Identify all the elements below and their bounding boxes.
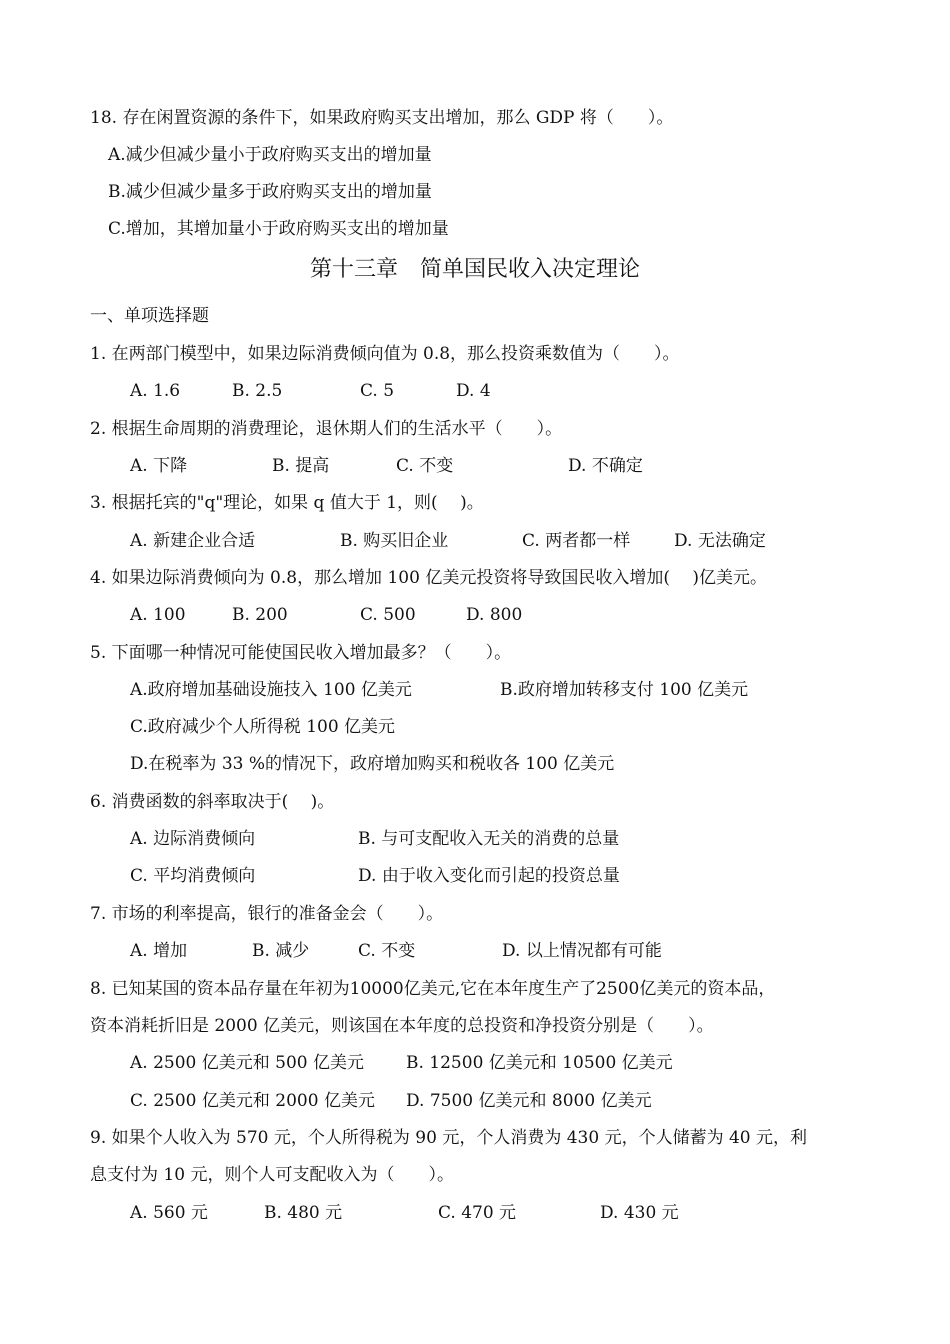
question-7-option-a: A. 增加 bbox=[130, 941, 188, 961]
question-3-option-b: B. 购买旧企业 bbox=[340, 531, 449, 551]
question-9-stem-line-2: 息支付为 10 元，则个人可支配收入为（ ）。 bbox=[90, 1165, 454, 1185]
question-1-option-b: B. 2.5 bbox=[232, 381, 283, 401]
question-5-stem: 5. 下面哪一种情况可能使国民收入增加最多？（ ）。 bbox=[90, 643, 512, 663]
question-8-option-a: A. 2500 亿美元和 500 亿美元 bbox=[130, 1053, 365, 1073]
question-18-stem: 18. 存在闲置资源的条件下，如果政府购买支出增加，那么 GDP 将（ ）。 bbox=[90, 108, 674, 128]
question-5-option-b: B.政府增加转移支付 100 亿美元 bbox=[500, 680, 749, 700]
question-9-stem-line-1: 9. 如果个人收入为 570 元，个人所得税为 90 元，个人消费为 430 元，个人储蓄为 40 元，利 bbox=[90, 1128, 808, 1148]
question-1-option-a: A. 1.6 bbox=[130, 381, 181, 401]
question-3-option-a: A. 新建企业合适 bbox=[130, 531, 256, 551]
question-2-option-b: B. 提高 bbox=[272, 456, 330, 476]
question-4-option-a: A. 100 bbox=[130, 605, 186, 625]
question-8-option-c: C. 2500 亿美元和 2000 亿美元 bbox=[130, 1091, 375, 1111]
question-4-option-c: C. 500 bbox=[360, 605, 416, 625]
question-7-option-c: C. 不变 bbox=[358, 941, 416, 961]
question-7-option-b: B. 减少 bbox=[252, 941, 310, 961]
question-8-stem-line-2: 资本消耗折旧是 2000 亿美元，则该国在本年度的总投资和净投资分别是（ ）。 bbox=[90, 1016, 714, 1036]
question-6-option-a: A. 边际消费倾向 bbox=[130, 829, 256, 849]
question-6-stem: 6. 消费函数的斜率取决于( )。 bbox=[90, 792, 335, 812]
question-4-stem: 4. 如果边际消费倾向为 0.8，那么增加 100 亿美元投资将导致国民收入增加( )亿美元。 bbox=[90, 568, 767, 588]
question-1-stem: 1. 在两部门模型中，如果边际消费倾向值为 0.8，那么投资乘数值为（ ）。 bbox=[90, 344, 680, 364]
question-5-option-c: C.政府减少个人所得税 100 亿美元 bbox=[130, 717, 396, 737]
question-4-option-b: B. 200 bbox=[232, 605, 288, 625]
question-3-option-d: D. 无法确定 bbox=[674, 531, 766, 551]
question-2-option-c: C. 不变 bbox=[396, 456, 454, 476]
question-2-option-d: D. 不确定 bbox=[568, 456, 643, 476]
question-4-option-d: D. 800 bbox=[466, 605, 523, 625]
question-1-option-d: D. 4 bbox=[456, 381, 491, 401]
question-3-option-c: C. 两者都一样 bbox=[522, 531, 631, 551]
question-1-option-c: C. 5 bbox=[360, 381, 395, 401]
question-18-option-b: B.减少但减少量多于政府购买支出的增加量 bbox=[108, 182, 432, 202]
question-6-option-b: B. 与可支配收入无关的消费的总量 bbox=[358, 829, 620, 849]
question-6-option-d: D. 由于收入变化而引起的投资总量 bbox=[358, 866, 620, 886]
question-8-stem-line-1: 8. 已知某国的资本品存量在年初为10000亿美元,它在本年度生产了2500亿美元的资本品， bbox=[90, 979, 776, 999]
question-8-option-d: D. 7500 亿美元和 8000 亿美元 bbox=[406, 1091, 652, 1111]
question-9-option-b: B. 480 元 bbox=[264, 1203, 343, 1223]
chapter-title: 第十三章 简单国民收入决定理论 bbox=[309, 257, 640, 282]
question-5-option-d: D.在税率为 33 %的情况下，政府增加购买和税收各 100 亿美元 bbox=[130, 754, 615, 774]
section-heading: 一、单项选择题 bbox=[90, 306, 209, 326]
question-9-option-d: D. 430 元 bbox=[600, 1203, 679, 1223]
question-9-option-a: A. 560 元 bbox=[130, 1203, 208, 1223]
question-2-option-a: A. 下降 bbox=[130, 456, 188, 476]
question-2-stem: 2. 根据生命周期的消费理论，退休期人们的生活水平（ ）。 bbox=[90, 419, 563, 439]
question-8-option-b: B. 12500 亿美元和 10500 亿美元 bbox=[406, 1053, 673, 1073]
question-3-stem: 3. 根据托宾的"q"理论，如果 q 值大于 1，则( )。 bbox=[90, 493, 484, 513]
question-18-option-a: A.减少但减少量小于政府购买支出的增加量 bbox=[108, 145, 432, 165]
question-9-option-c: C. 470 元 bbox=[438, 1203, 517, 1223]
question-7-stem: 7. 市场的利率提高，银行的准备金会（ ）。 bbox=[90, 904, 444, 924]
question-6-option-c: C. 平均消费倾向 bbox=[130, 866, 256, 886]
question-7-option-d: D. 以上情况都有可能 bbox=[502, 941, 662, 961]
question-18-option-c: C.增加，其增加量小于政府购买支出的增加量 bbox=[108, 219, 449, 239]
question-5-option-a: A.政府增加基础设施技入 100 亿美元 bbox=[130, 680, 412, 700]
